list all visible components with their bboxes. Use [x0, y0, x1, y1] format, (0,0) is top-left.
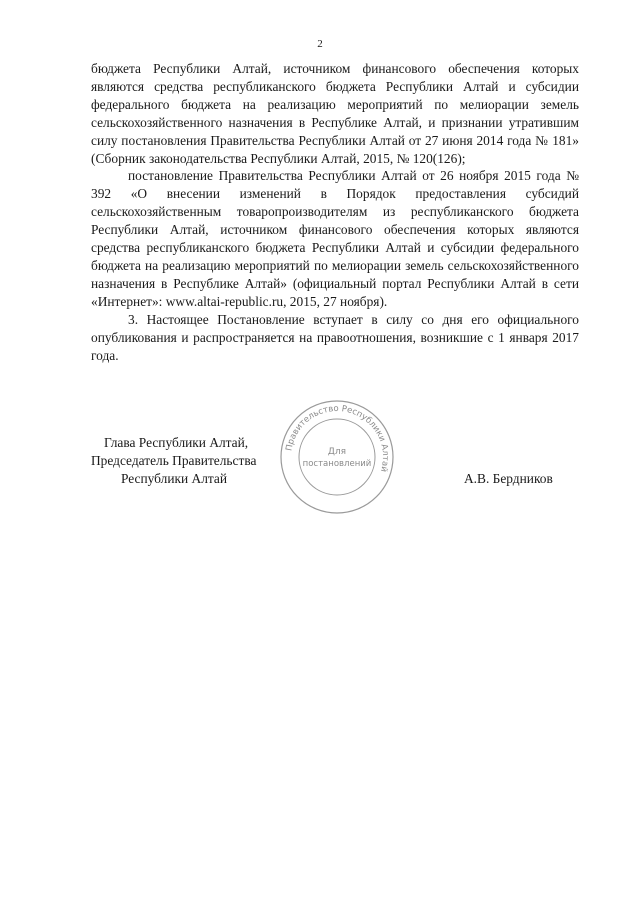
paragraph-continuation: бюджета Республики Алтай, источником финансового обеспечения которых являются средства республиканского бюджета Республики Алтай и субсидии федерального бюджета на реализацию мероприятий по мелиорации земель сельскохозяйственного назначения в Республике Алтай, и признании утратившим силу постановления Правительства Республики Алтай от 27 июня 2014 года № 181» (Сборник законодательства Республики Алтай, 2015, № 120(126);	[91, 61, 579, 166]
stamp-center-line2: постановлений	[302, 459, 372, 469]
paragraph-resolution-392: постановление Правительства Республики Алтай от 26 ноября 2015 года № 392 «О внесении изменений в Порядок предоставления субсидий сельскохозяйственным товаропроизводителям из республиканского бюджета Республики Алтай, источником финансового обеспечения которых являются средства республиканского бюджета Республики Алтай и субсидии федерального бюджета на реализацию мероприятий по мелиорации земель сельскохозяйственного назначения в Республике Алтай» (официальный портал Республики Алтай в сети «Интернет»: www.altai-republic.ru, 2015, 27 ноября).	[91, 168, 579, 309]
stamp-outer-text: Правительство Республики Алтай	[284, 403, 391, 474]
page-number: 2	[317, 38, 323, 50]
signature-title-line2: Председатель Правительства	[91, 453, 257, 468]
seal-stamp	[278, 398, 396, 516]
signatory-name: А.В. Бердников	[464, 471, 553, 486]
signature-title-line1: Глава Республики Алтай,	[104, 435, 249, 450]
stamp-inner-ring	[299, 419, 375, 495]
document-body	[91, 60, 579, 364]
stamp-outer-ring	[281, 401, 393, 513]
paragraph-effective-date: 3. Настоящее Постановление вступает в силу со дня его официального опубликования и распространяется на правоотношения, возникшие с 1 января 2017 года.	[91, 311, 579, 363]
stamp-center-line1: Для	[327, 447, 347, 457]
signature-title-line3: Республики Алтай	[121, 471, 228, 486]
